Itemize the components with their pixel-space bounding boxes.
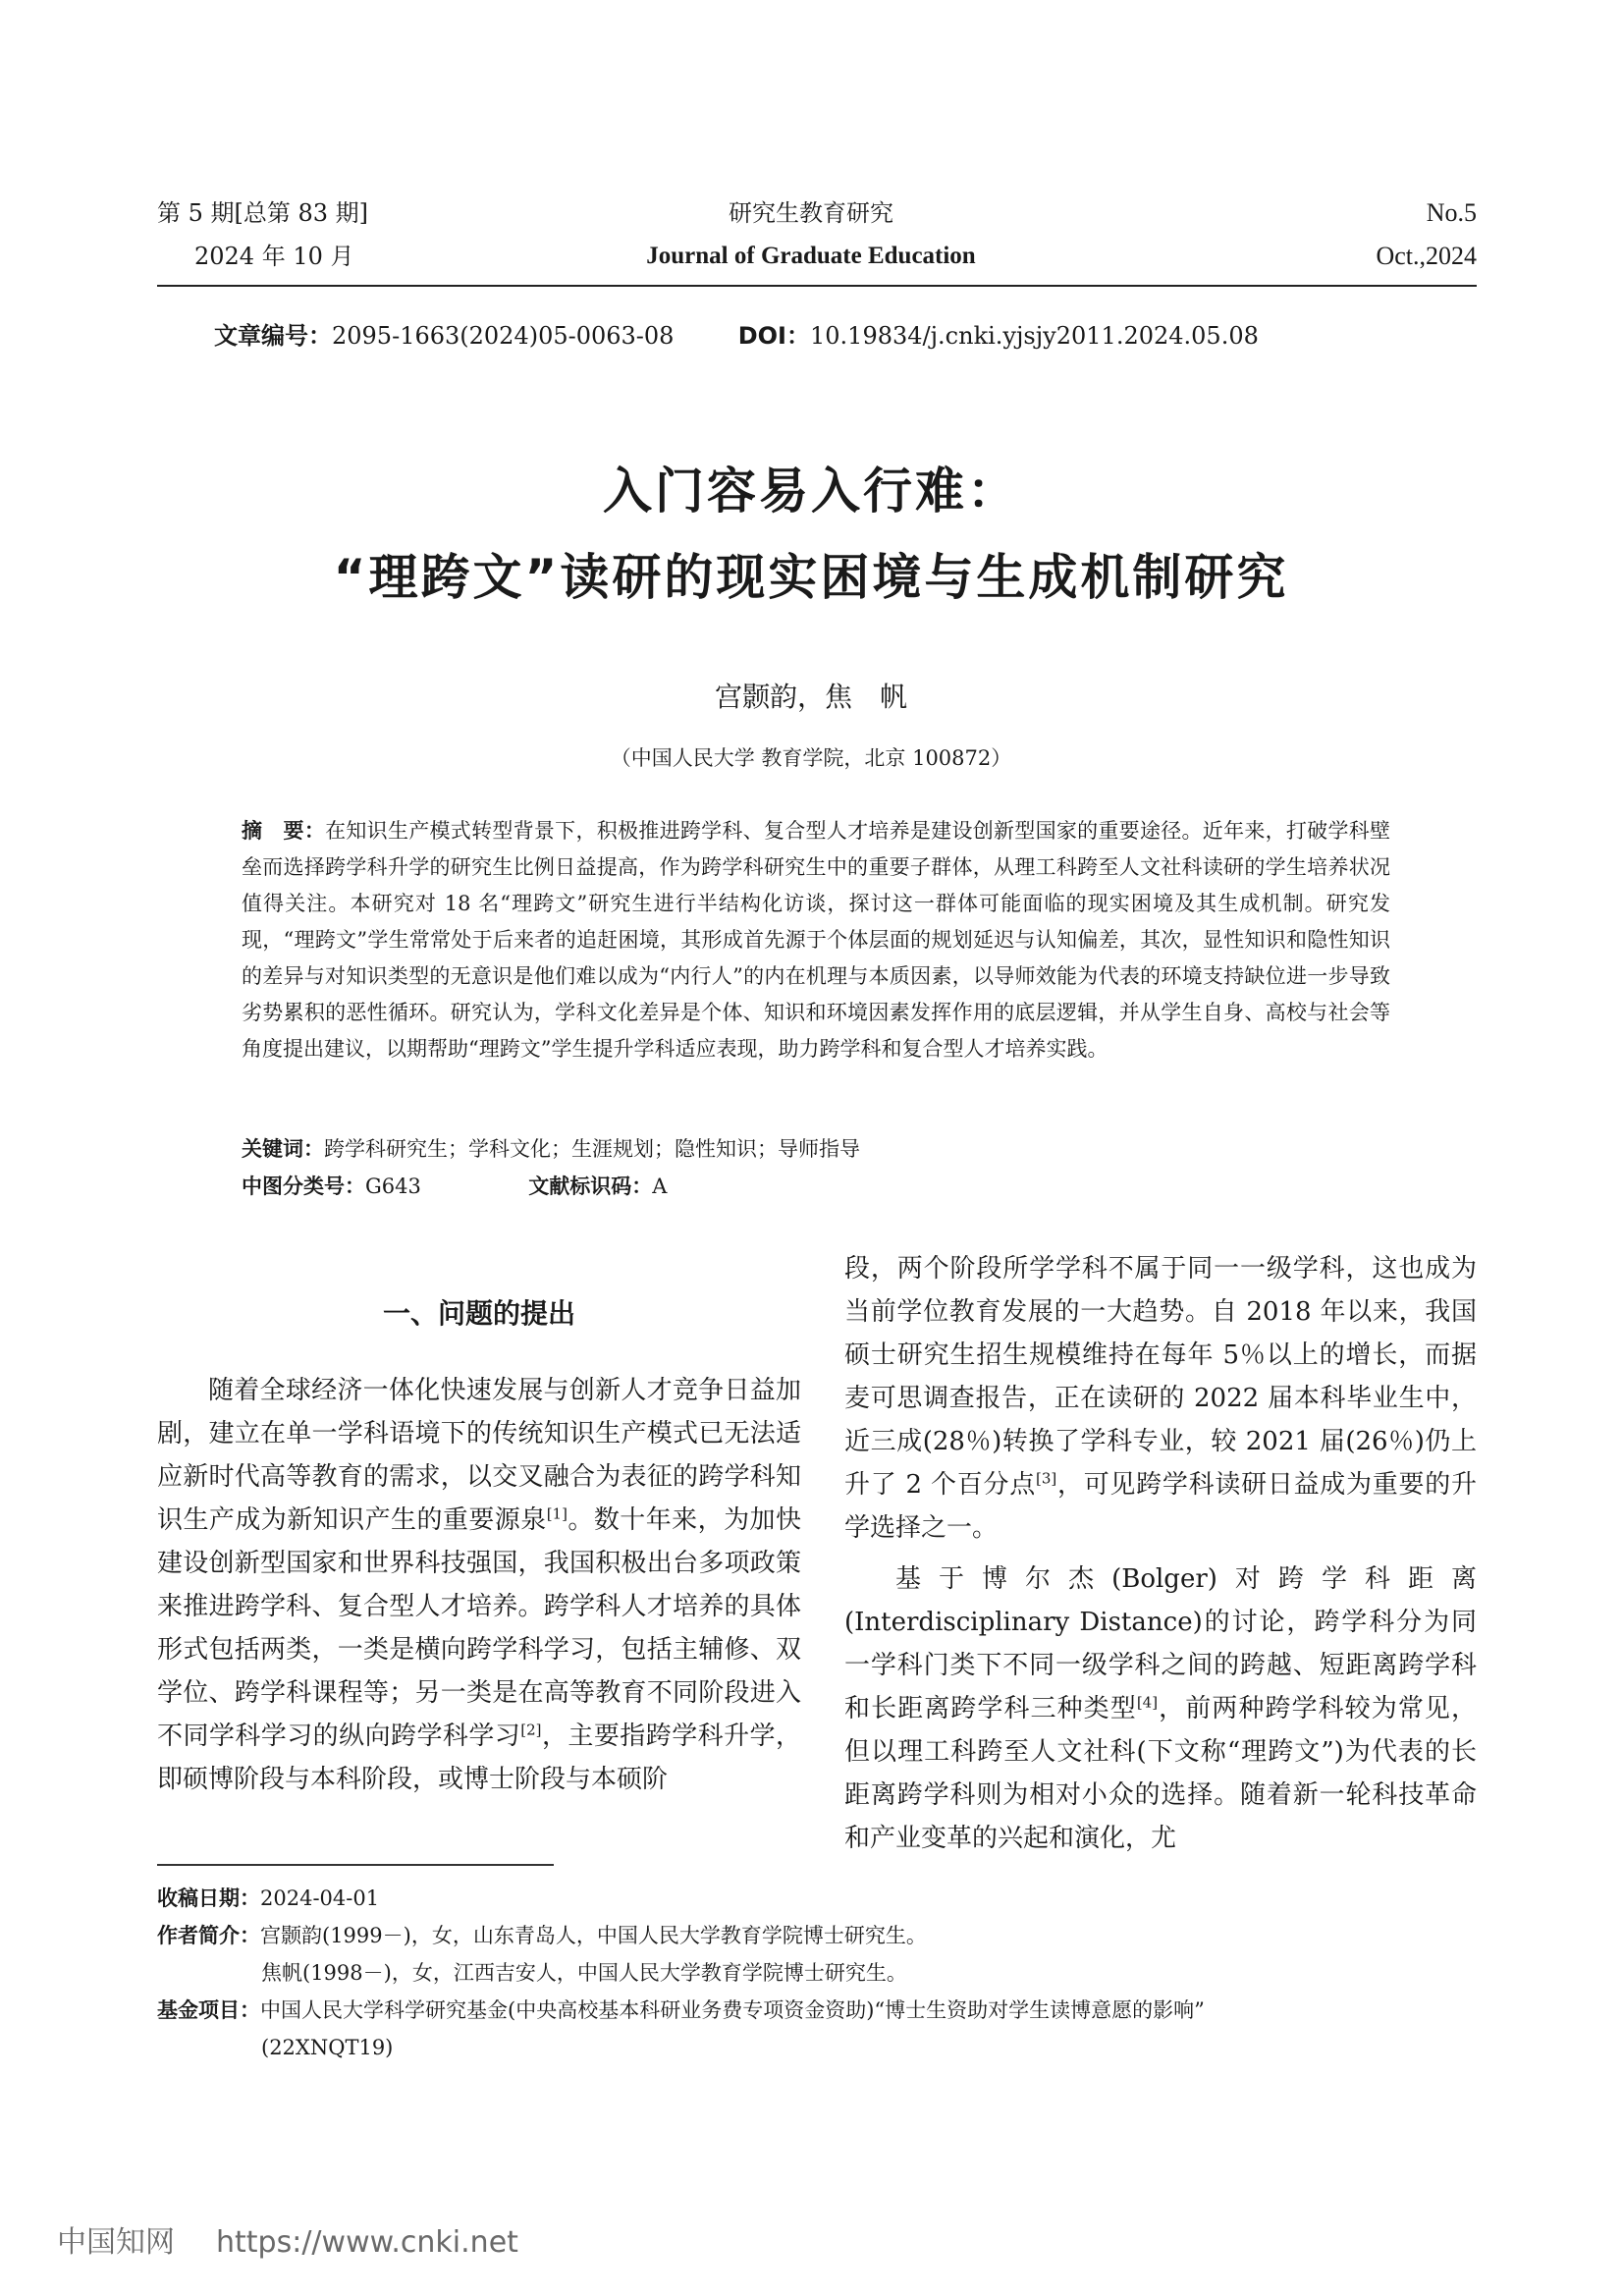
doc-code-value: A <box>652 1175 668 1198</box>
abstract-label: 摘 要： <box>242 819 326 843</box>
article-no: 2095-1663(2024)05-0063-08 <box>332 322 675 350</box>
header-issue-no: No.5 <box>1426 198 1477 227</box>
citation-2[interactable]: [2] <box>520 1721 542 1739</box>
affiliation: （中国人民大学 教育学院，北京 100872） <box>610 746 1012 770</box>
clc-value: G643 <box>365 1175 421 1198</box>
paragraph-1: 随着全球经济一体化快速发展与创新人才竞争日益加剧，建立在单一学科语境下的传统知识生产模式已无法适应新时代高等教育的需求，以交叉融合为表征的跨学科知识生产成为新知识产生的重要源泉[1]。数十年来，为加快建设创新型国家和世界科技强国，我国积极出台多项政策来推进跨学科、复合型人才培养。跨学科人才培养的具体形式包括两类，一类是横向跨学科学习，包括主辅修、双学位、跨学科课程等；另一类是在高等教育不同阶段进入不同学科学习的纵向跨学科学习[2]，主要指跨学科升学，即硕博阶段与本科阶段，或博士阶段与本硕阶 <box>157 1376 801 1794</box>
footnotes <box>157 1880 1483 2066</box>
paragraph-1-continued: 段，两个阶段所学学科不属于同一一级学科，这也成为当前学位教育发展的一大趋势。自 2018 年以来，我国硕士研究生招生规模维持在每年 5％以上的增长，而据麦可思调查报告，正在读研的 2022 届本科毕业生中，近三成(28％)转换了学科专业，较 2021 届(26％)仍上升了 2 个百分点[3]，可见跨学科读研日益成为重要的升学选择之一。 <box>844 1254 1477 1543</box>
journal-title-cn: 研究生教育研究 <box>729 199 893 227</box>
doi-link[interactable]: 10.19834/j.cnki.yjsjy2011.2024.05.08 <box>810 322 1259 350</box>
keywords-text: 跨学科研究生；学科文化；生涯规划；隐性知识；导师指导 <box>324 1137 860 1161</box>
cnki-logo-text: 中国知网 <box>57 2225 175 2260</box>
paragraph-2: 基于博尔杰(Bolger)对跨学科距离(Interdisciplinary Distance)的讨论，跨学科分为同一学科门类下不同一级学科之间的跨越、短距离跨学科和长距离跨学科三种类型[4]，前两种跨学科较为常见，但以理工科跨至人文社科(下文称“理跨文”)为代表的长距离跨学科则为相对小众的选择。随着新一轮科技革命和产业变革的兴起和演化，尤 <box>844 1564 1477 1853</box>
keywords-label: 关键词： <box>242 1137 324 1161</box>
header-date-en: Oct.,2024 <box>1376 242 1477 270</box>
received-date: 收稿日期：2024-04-01 <box>157 1886 380 1910</box>
right-column <box>844 1247 1477 1860</box>
citation-3[interactable]: [3] <box>1035 1469 1057 1488</box>
keywords <box>242 1131 1390 1168</box>
abstract-text: 在知识生产模式转型背景下，积极推进跨学科、复合型人才培养是建设创新型国家的重要途径。近年来，打破学科壁垒而选择跨学科升学的研究生比例日益提高，作为跨学科研究生中的重要子群体，从理工科跨至人文社科读研的学生培养状况值得关注。本研究对 18 名“理跨文”研究生进行半结构化访谈，探讨这一群体可能面临的现实困境及其生成机制。研究发现，“理跨文”学生常常处于后来者的追赶困境，其形成首先源于个体层面的规划延迟与认知偏差，其次，显性知识和隐性知识的差异与对知识类型的无意识是他们难以成为“内行人”的内在机理与本质因素，以导师效能为代表的环境支持缺位进一步导致劣势累积的恶性循环。研究认为，学科文化差异是个体、知识和环境因素发挥作用的底层逻辑，并从学生自身、高校与社会等角度提出建议，以期帮助“理跨文”学生提升学科适应表现，助力跨学科和复合型人才培养实践。 <box>242 819 1391 1061</box>
author-bio-1: 作者简介：宫颢韵(1999－)，女，山东青岛人，中国人民大学教育学院博士研究生。 <box>157 1924 927 1947</box>
footnote-rule <box>157 1864 554 1866</box>
fund-project-code: (22XNQT19) <box>261 2036 394 2059</box>
journal-title-en: Journal of Graduate Education <box>646 243 976 269</box>
doc-code-label: 文献标识码： <box>528 1175 653 1198</box>
title-line2: “理跨文”读研的现实困境与生成机制研究 <box>333 549 1289 606</box>
citation-4[interactable]: [4] <box>1136 1693 1159 1712</box>
header-issue: 第 5 期[总第 83 期] <box>157 199 369 227</box>
cnki-watermark <box>57 2217 518 2261</box>
author-bio-2: 焦帆(1998－)，女，江西吉安人，中国人民大学教育学院博士研究生。 <box>261 1961 907 1985</box>
citation-1[interactable]: [1] <box>546 1504 568 1523</box>
left-column <box>157 1369 801 1801</box>
doi-label: DOI： <box>737 322 810 350</box>
authors: 宫颢韵，焦 帆 <box>714 681 907 713</box>
article-no-label: 文章编号： <box>214 322 332 350</box>
header-date: 2024 年 10 月 <box>194 243 354 270</box>
fund-project: 基金项目：中国人民大学科学研究基金(中央高校基本科研业务费专项资金资助)“博士生资助对学生读博意愿的影响” <box>157 1998 1205 2022</box>
header-rule <box>157 285 1477 287</box>
classification <box>242 1169 1390 1205</box>
cnki-url[interactable]: https://www.cnki.net <box>216 2225 518 2260</box>
section-heading: 一、问题的提出 <box>382 1297 575 1330</box>
clc-label: 中图分类号： <box>242 1175 365 1198</box>
abstract <box>242 813 1390 1067</box>
article-meta <box>214 320 1259 352</box>
title-line1: 入门容易入行难： <box>603 463 1019 519</box>
